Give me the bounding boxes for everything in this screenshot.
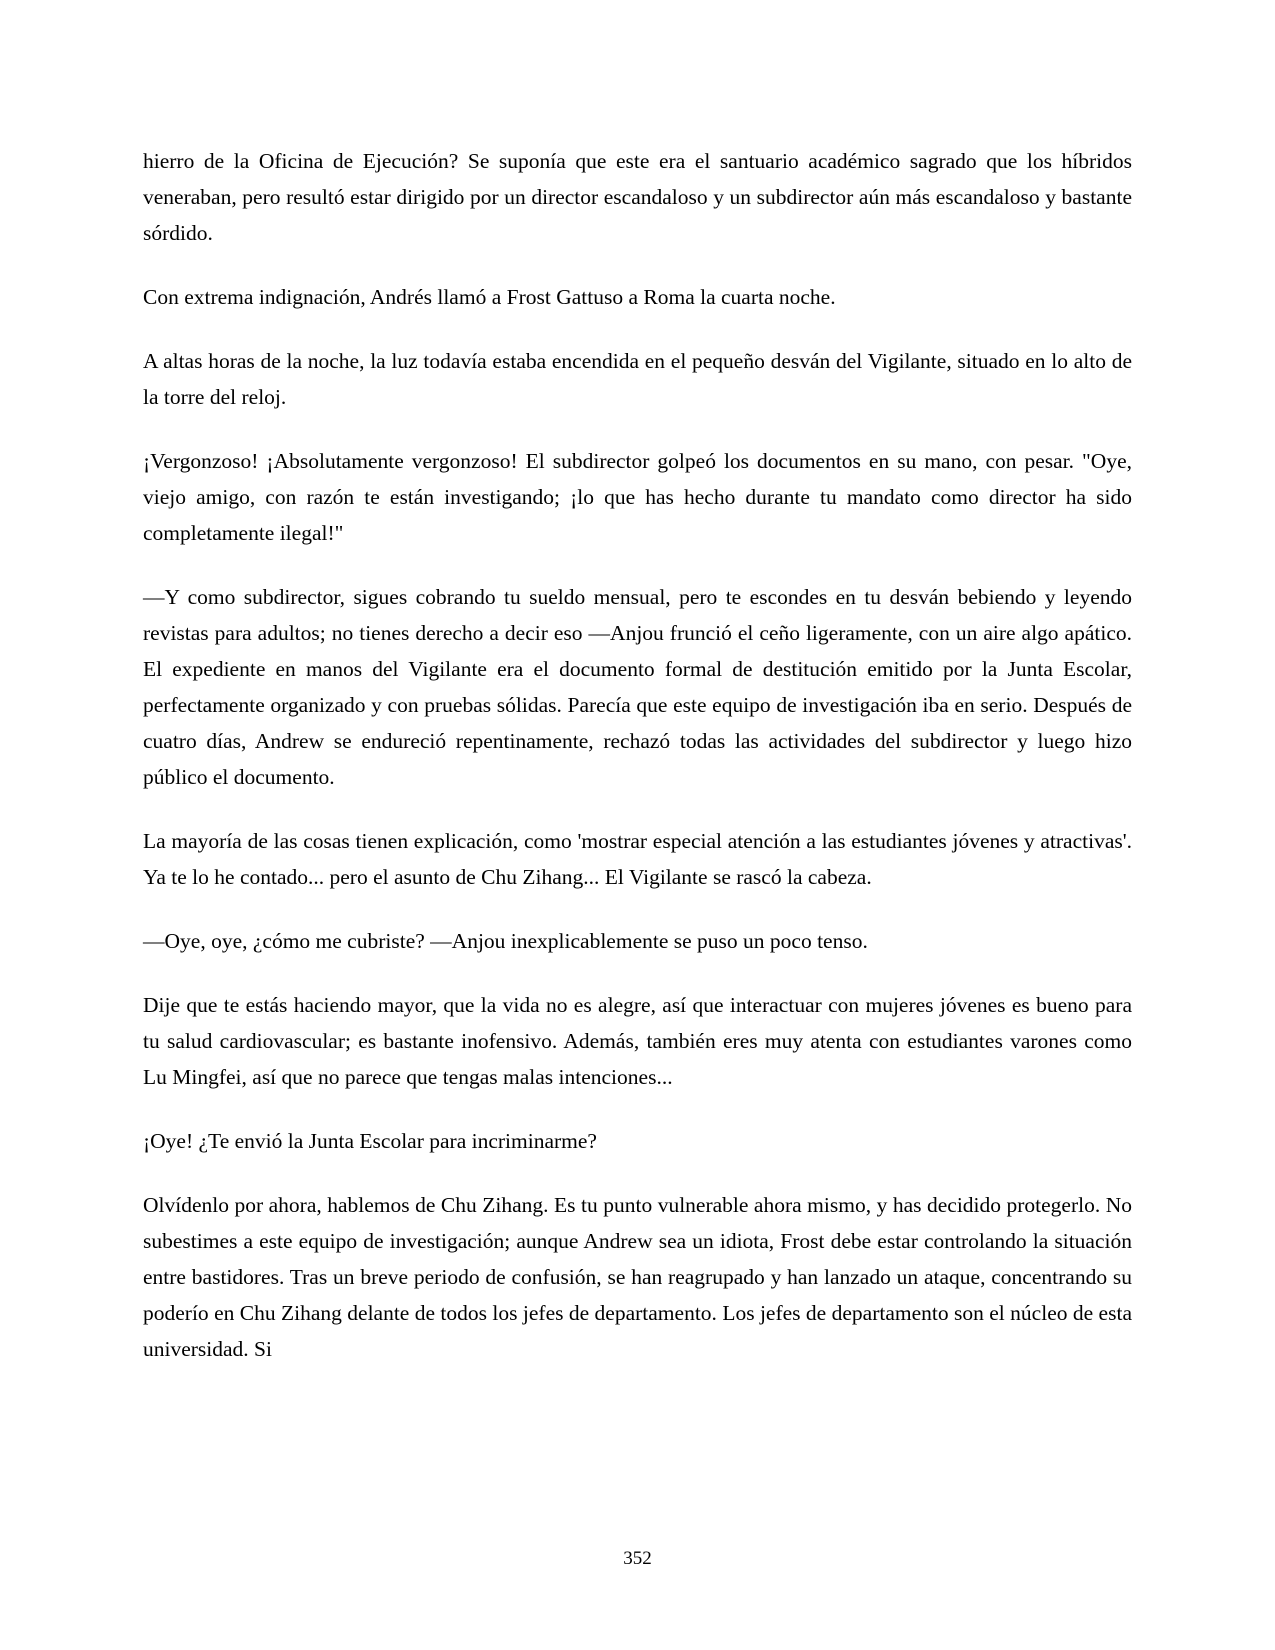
paragraph: Con extrema indignación, Andrés llamó a Frost Gattuso a Roma la cuarta noche.	[143, 285, 836, 309]
page-body	[143, 143, 1132, 1367]
paragraph: Olvídenlo por ahora, hablemos de Chu Zihang. Es tu punto vulnerable ahora mismo, y has decidido protegerlo. No subestimes a este equipo de investigación; aunque Andrew sea un idiota, Frost debe estar controlando la situación entre bastidores. Tras un breve periodo de confusión, se han reagrupado y han lanzado un ataque, concentrando su poderío en Chu Zihang delante de todos los jefes de departamento. Los jefes de departamento son el núcleo de esta universidad. Si	[143, 1193, 1132, 1361]
paragraph: A altas horas de la noche, la luz todavía estaba encendida en el pequeño desván del Vigilante, situado en lo alto de la torre del reloj.	[143, 349, 1132, 409]
paragraph: ¡Oye! ¿Te envió la Junta Escolar para incriminarme?	[143, 1129, 597, 1153]
paragraph: ¡Vergonzoso! ¡Absolutamente vergonzoso! El subdirector golpeó los documentos en su mano, con pesar. "Oye, viejo amigo, con razón te están investigando; ¡lo que has hecho durante tu mandato como director ha sido completamente ilegal!"	[143, 449, 1132, 545]
paragraph: La mayoría de las cosas tienen explicación, como 'mostrar especial atención a las estudiantes jóvenes y atractivas'. Ya te lo he contado... pero el asunto de Chu Zihang... El Vigilante se rascó la cabeza.	[143, 829, 1132, 889]
paragraph: Dije que te estás haciendo mayor, que la vida no es alegre, así que interactuar con mujeres jóvenes es bueno para tu salud cardiovascular; es bastante inofensivo. Además, también eres muy atenta con estudiantes varones como Lu Mingfei, así que no parece que tengas malas intenciones...	[143, 993, 1132, 1089]
paragraph: —Y como subdirector, sigues cobrando tu sueldo mensual, pero te escondes en tu desván bebiendo y leyendo revistas para adultos; no tienes derecho a decir eso —Anjou frunció el ceño ligeramente, con un aire algo apático. El expediente en manos del Vigilante era el documento formal de destitución emitido por la Junta Escolar, perfectamente organizado y con pruebas sólidas. Parecía que este equipo de investigación iba en serio. Después de cuatro días, Andrew se endureció repentinamente, rechazó todas las actividades del subdirector y luego hizo público el documento.	[143, 585, 1132, 789]
page-number: 352	[623, 1548, 652, 1569]
paragraph: —Oye, oye, ¿cómo me cubriste? —Anjou inexplicablemente se puso un poco tenso.	[143, 929, 868, 953]
paragraph: hierro de la Oficina de Ejecución? Se suponía que este era el santuario académico sagrado que los híbridos veneraban, pero resultó estar dirigido por un director escandaloso y un subdirector aún más escandaloso y bastante sórdido.	[143, 149, 1132, 245]
